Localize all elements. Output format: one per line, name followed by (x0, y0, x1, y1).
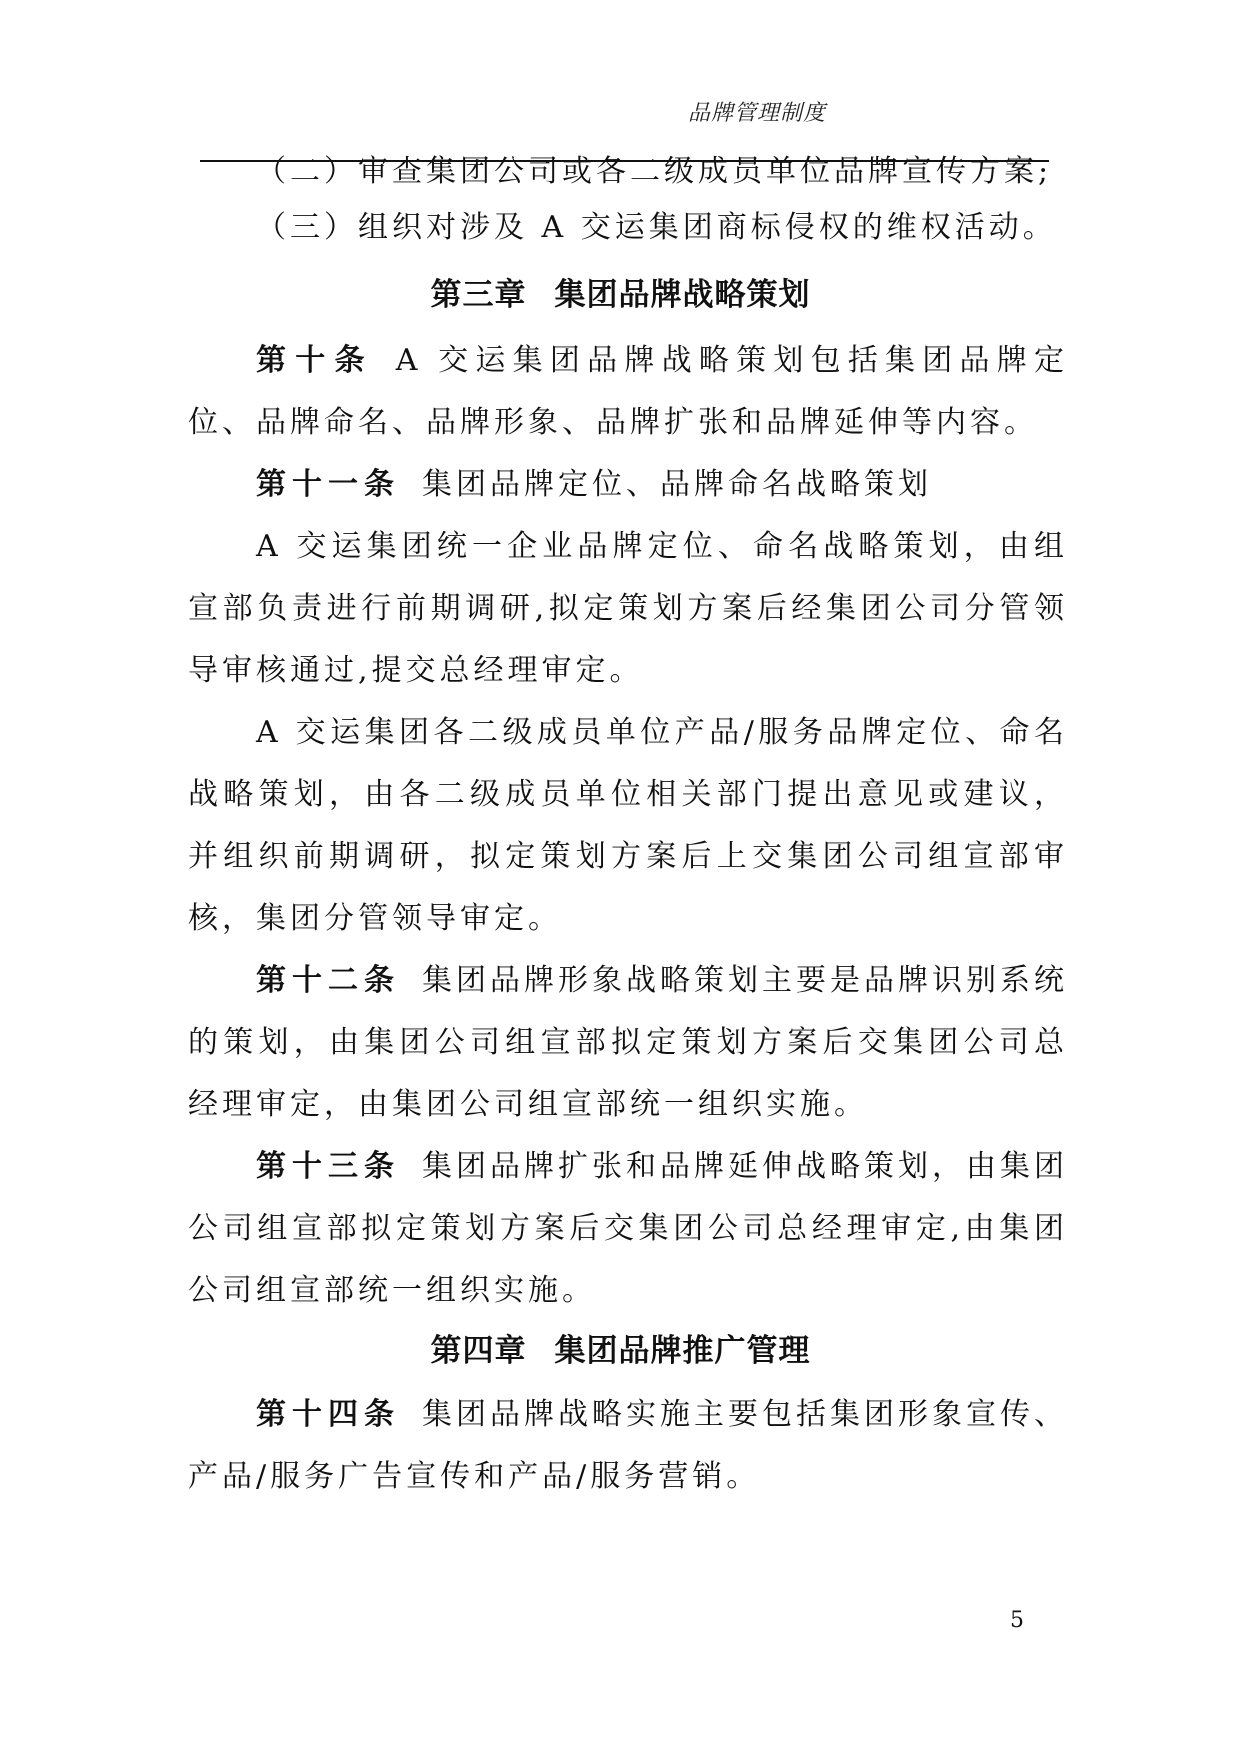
article-text: 集团品牌定位、品牌命名战略策划 (422, 467, 932, 502)
list-item-review-plans: （二）审查集团公司或各二级成员单位品牌宣传方案; (256, 154, 1053, 189)
chapter-title: 集团品牌战略策划 (554, 277, 811, 313)
article-text: 集团品牌战略实施主要包括集团形象宣传、产品/服务广告宣传和产品/服务营销。 (188, 1397, 1068, 1494)
article-11 (188, 454, 1068, 516)
article-number: 第十四条 (256, 1397, 400, 1432)
article-text: 集团品牌扩张和品牌延伸战略策划，由集团公司组宣部拟定策划方案后交集团公司总经理审定,由集团公司组宣部统一组织实施。 (188, 1149, 1068, 1308)
article-number: 第十条 (256, 343, 374, 378)
article-13 (188, 1136, 1068, 1322)
paragraph-group-branding: A 交运集团统一企业品牌定位、命名战略策划，由组宣部负责进行前期调研,拟定策划方案后经集团公司分管领导审核通过,提交总经理审定。 (188, 529, 1068, 688)
article-number: 第十一条 (256, 467, 400, 502)
chapter-number: 第三章 (430, 277, 527, 313)
article-10 (188, 330, 1068, 454)
chapter-number: 第四章 (430, 1333, 527, 1369)
chapter-title: 集团品牌推广管理 (554, 1333, 811, 1369)
article-12 (188, 950, 1068, 1136)
article-number: 第十三条 (256, 1149, 400, 1184)
article-text: A 交运集团品牌战略策划包括集团品牌定位、品牌命名、品牌形象、品牌扩张和品牌延伸等内容。 (188, 343, 1069, 440)
paragraph-member-branding: A 交运集团各二级成员单位产品/服务品牌定位、命名战略策划，由各二级成员单位相关部门提出意见或建议，并组织前期调研，拟定策划方案后上交集团公司组宣部审核，集团分管领导审定。 (188, 715, 1068, 936)
article-number: 第十二条 (256, 963, 400, 998)
article-text: 集团品牌形象战略策划主要是品牌识别系统的策划，由集团公司组宣部拟定策划方案后交集团公司总经理审定，由集团公司组宣部统一组织实施。 (188, 963, 1068, 1122)
article-14 (188, 1384, 1068, 1508)
page-number: 5 (1010, 1608, 1024, 1633)
list-item-trademark-defense: （三）组织对涉及 A 交运集团商标侵权的维权活动。 (256, 210, 1057, 245)
chapter-heading-4 (0, 1320, 1241, 1382)
chapter-heading-3 (0, 264, 1241, 326)
running-header: 品牌管理制度 (688, 101, 827, 126)
